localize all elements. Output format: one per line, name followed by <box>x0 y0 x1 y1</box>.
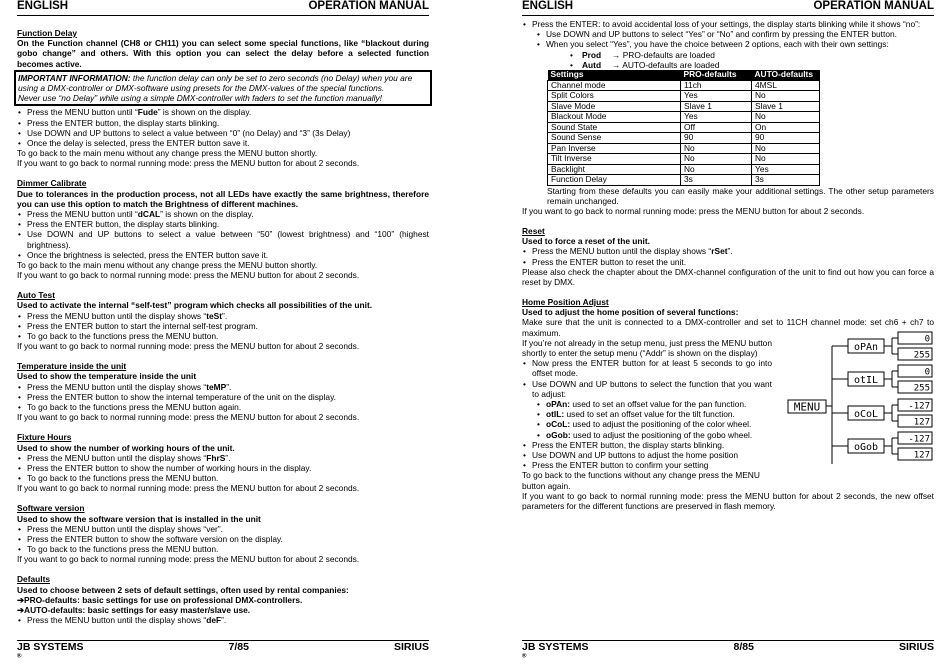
table-cell: No <box>681 164 752 175</box>
footer-page-number: 7/85 <box>228 641 249 653</box>
arrow-icon <box>17 605 24 615</box>
display-code: Fude <box>137 107 158 118</box>
list-item: • Use DOWN and UP buttons to select “Yes” or “No” and confirm by pressing the ENTER button. <box>522 29 934 39</box>
table-cell: Split Colors <box>548 91 681 102</box>
table-cell: 4MSL <box>752 80 820 91</box>
note-line: If you want to go back to normal running mode: press the MENU button for about 2 seconds. <box>17 412 360 423</box>
table-row <box>548 164 820 175</box>
step-list <box>17 382 429 413</box>
footer-page-number: 8/85 <box>733 641 754 653</box>
display-code: dCAL <box>137 209 161 220</box>
display-code: oCoL: <box>546 419 571 430</box>
section-intro: Used to choose between 2 sets of default settings, often used by rental companies: <box>17 584 349 595</box>
display-code: teMP <box>206 381 227 392</box>
note-line: If you want to go back to normal running mode: press the MENU button for about 2 seconds, the new offset parameters for the different functions are preserved in flash memory. <box>522 490 934 511</box>
sub-list <box>522 29 934 49</box>
table-row <box>548 112 820 123</box>
display-code: deF <box>206 615 222 626</box>
function-display-label: oGob <box>853 442 879 453</box>
note-line: If you want to go back to normal running mode: press the MENU button for about 2 seconds. <box>17 158 360 169</box>
arrow-icon <box>17 595 24 605</box>
note-line: If you want to go back to normal running mode: press the MENU button for about 2 seconds. <box>17 483 360 494</box>
footer-product: SIRIUS <box>393 641 429 653</box>
table-cell: Yes <box>681 112 752 123</box>
auto-defaults-line: ➔ AUTO-defaults: basic settings for easy master/slave use. <box>17 605 429 615</box>
value-display-bottom: 255 <box>913 383 930 394</box>
table-cell: Slave 1 <box>752 101 820 112</box>
section-title: Fixture Hours <box>17 432 72 443</box>
table-header: Settings <box>548 70 681 80</box>
preset-prod: • Prod → PRO-defaults are loaded <box>522 50 934 60</box>
section-dimmer-calibrate <box>17 178 429 280</box>
table-cell: No <box>752 143 820 154</box>
section-title: Function Delay <box>17 28 78 38</box>
list-item: • Use DOWN and UP buttons to select a value between “50” (lowest brightness) and “100” (highest brightness). <box>17 229 429 249</box>
table-row <box>548 122 820 133</box>
header-title: OPERATION MANUAL <box>813 0 934 12</box>
table-cell: Yes <box>752 164 820 175</box>
note-line: Please also check the chapter about the DMX-channel configuration of the unit to find out how you can force a reset by DMX. <box>522 266 934 287</box>
section-title: Software version <box>17 503 85 514</box>
step-list <box>17 209 429 260</box>
page-header <box>522 0 934 14</box>
table-cell: 3s <box>681 175 752 186</box>
section-title: Reset <box>522 225 545 236</box>
step-list <box>522 246 934 266</box>
list-item: • Press the MENU button until the display shows “teSt”. <box>17 311 429 321</box>
table-row <box>548 143 820 154</box>
function-display-label: oPAn <box>853 342 879 353</box>
page-left <box>17 0 429 660</box>
info-warning: Never use “no Delay” while using a simple DMX-controller with faders to set the function manually! <box>18 93 383 104</box>
note-line: Starting from these defaults you can easily make your additional settings. The other setup parameters remain unchanged. <box>547 185 934 206</box>
offset-list <box>522 399 772 440</box>
step-list <box>17 524 429 555</box>
header-divider <box>17 15 429 16</box>
section-title: Auto Test <box>17 290 55 301</box>
value-display-bottom: 127 <box>913 450 930 461</box>
list-item: • To go back to the functions press the MENU button again. <box>17 402 429 412</box>
list-item: • Use DOWN and UP buttons to select the function that you want to adjust: <box>522 379 772 399</box>
table-header: PRO-defaults <box>681 70 752 80</box>
display-code: oGob: <box>546 429 571 440</box>
note-line: If you want to go back to normal running mode: press the MENU button for about 2 seconds. <box>17 270 360 281</box>
list-item: • Press the ENTER button, the display starts blinking. <box>522 440 772 450</box>
section-function-delay <box>17 28 429 169</box>
function-display-label: otIL <box>853 375 879 386</box>
step-list <box>522 440 772 471</box>
value-display-bottom: 255 <box>913 350 930 361</box>
page-content <box>17 28 429 625</box>
step-list <box>17 107 429 148</box>
list-item: • Press the MENU button until “dCAL” is shown on the display. <box>17 209 429 219</box>
table-row <box>548 91 820 102</box>
function-display-label: oCoL <box>853 409 879 420</box>
table-cell: Tilt Inverse <box>548 154 681 165</box>
display-code: teSt <box>206 310 223 321</box>
page-header <box>17 0 429 14</box>
table-cell: No <box>681 143 752 154</box>
value-display-bottom: 127 <box>913 417 930 428</box>
header-title: OPERATION MANUAL <box>308 0 429 12</box>
table-row <box>548 154 820 165</box>
list-item: • Press the MENU button until the display shows “ver”. <box>17 524 429 534</box>
footer-product: SIRIUS <box>898 641 934 653</box>
list-item: • Press the MENU button until the display shows “teMP”. <box>17 382 429 392</box>
list-item: • Press the ENTER button to show the software version on the display. <box>17 534 429 544</box>
step-list <box>522 19 934 29</box>
home-steps <box>522 338 772 491</box>
section-fixture-hours <box>17 432 429 493</box>
menu-diagram <box>786 326 936 476</box>
list-item: • Press the ENTER button, the display starts blinking. <box>17 219 429 229</box>
step-list <box>17 615 429 625</box>
section-intro: Due to tolerances in the production process, not all LEDs have exactly the same brightness, therefore you can use this option to match the Brightness of different machines. <box>17 188 429 209</box>
table-cell: 90 <box>681 133 752 144</box>
table-row <box>548 101 820 112</box>
preset-autd: • Autd → AUTO-defaults are loaded <box>522 60 934 70</box>
step-list <box>17 311 429 342</box>
table-cell: No <box>752 154 820 165</box>
table-cell: Yes <box>681 91 752 102</box>
defaults-table <box>547 70 820 186</box>
table-cell: Backlight <box>548 164 681 175</box>
page-footer <box>522 641 934 660</box>
section-intro: Used to force a reset of the unit. <box>522 236 650 247</box>
list-item: • To go back to the functions press the MENU button. <box>17 331 429 341</box>
table-cell: Channel mode <box>548 80 681 91</box>
table-cell: 11ch <box>681 80 752 91</box>
display-code: oPAn: <box>546 398 571 409</box>
display-code: otIL: <box>546 409 565 420</box>
table-row <box>548 175 820 186</box>
section-title: Temperature inside the unit <box>17 361 127 372</box>
section-auto-test <box>17 290 429 351</box>
list-item: • To go back to the functions press the MENU button. <box>17 544 429 554</box>
footer-brand: JB SYSTEMS ® <box>17 641 84 660</box>
step-list <box>522 358 772 399</box>
note-line: If you want to go back to normal running mode: press the MENU button for about 2 seconds. <box>522 205 865 216</box>
table-cell: No <box>681 154 752 165</box>
section-software-version <box>17 503 429 564</box>
table-cell: Slave 1 <box>681 101 752 112</box>
section-intro: Used to show the software version that is installed in the unit <box>17 513 261 524</box>
list-item: • Press the MENU button until the display shows “rSet”. <box>522 246 934 256</box>
footer-brand: JB SYSTEMS ® <box>522 641 589 660</box>
page-right <box>522 0 934 660</box>
table-cell: Slave Mode <box>548 101 681 112</box>
list-item: • oGob: used to adjust the positioning of the gobo wheel. <box>522 430 772 440</box>
table-header-row <box>548 70 820 80</box>
info-text <box>18 73 412 93</box>
value-display-top: 0 <box>924 367 930 378</box>
list-item: • otIL: used to set an offset value for the tilt function. <box>522 409 772 419</box>
list-item: • Use DOWN and UP buttons to select a value between “0” (no Delay) and “3” (3s Delay) <box>17 128 429 138</box>
section-defaults <box>17 574 429 625</box>
list-item: • Once the delay is selected, press the ENTER button save it. <box>17 138 429 148</box>
info-label: IMPORTANT INFORMATION: <box>18 72 131 83</box>
list-item: • Press the ENTER: to avoid accidental loss of your settings, the display starts blinking while it shows “no”: <box>522 19 934 29</box>
list-item: • Press the MENU button until the display shows “FhrS”. <box>17 453 429 463</box>
section-intro: Used to activate the internal “self-test” program which checks all possibilities of the unit. <box>17 300 373 311</box>
note-line: If you want to go back to normal running mode: press the MENU button for about 2 seconds. <box>17 341 360 352</box>
list-item: • Press the ENTER button to show the number of working hours in the display. <box>17 463 429 473</box>
table-cell: 90 <box>752 133 820 144</box>
header-language: ENGLISH <box>17 0 69 12</box>
section-temperature <box>17 361 429 422</box>
list-item: • Press the ENTER button to start the internal self-test program. <box>17 321 429 331</box>
menu-label: MENU <box>793 400 821 414</box>
list-item: • Press the MENU button until “Fude” is shown on the display. <box>17 107 429 117</box>
list-item: • oPAn: used to set an offset value for the pan function. <box>522 399 772 409</box>
note-line: To go back to the main menu without any change press the MENU button shortly. <box>17 260 318 271</box>
section-intro: On the Function channel (CH8 or CH11) you can select some special functions, like “blackout during gobo change” and others. With this option you can select the delay before a selected function becomes active. <box>17 38 429 69</box>
list-item: • Press the MENU button until the display shows “deF”. <box>17 615 429 625</box>
table-cell: Function Delay <box>548 175 681 186</box>
page-footer <box>17 641 429 660</box>
section-intro: Used to show the number of working hours of the unit. <box>17 442 235 453</box>
note-line: To go back to the functions without any change press the MENU button again. <box>522 470 760 491</box>
header-divider <box>522 15 934 16</box>
section-title: Dimmer Calibrate <box>17 178 87 189</box>
header-language: ENGLISH <box>522 0 574 12</box>
display-code: FhrS <box>206 452 226 463</box>
value-display-top: 0 <box>924 334 930 345</box>
section-reset <box>522 226 934 287</box>
table-cell: No <box>752 91 820 102</box>
table-cell: On <box>752 122 820 133</box>
section-intro: Used to show the temperature inside the unit <box>17 371 197 382</box>
list-item: • Once the brightness is selected, press the ENTER button save it. <box>17 250 429 260</box>
value-display-top: -127 <box>908 401 930 412</box>
table-row <box>548 80 820 91</box>
section-title: Defaults <box>17 574 51 585</box>
note-line: Make sure that the unit is connected to a DMX-controller and set to 11CH channel mode: set ch6 + ch7 to maximum. <box>522 317 934 338</box>
table-header: AUTO-defaults <box>752 70 820 80</box>
section-defaults-continued <box>522 19 934 216</box>
table-cell: Off <box>681 122 752 133</box>
list-item: • Press the ENTER button, the display starts blinking. <box>17 118 429 128</box>
note-line: If you want to go back to normal running mode: press the MENU button for about 2 seconds. <box>17 554 360 565</box>
value-display-top: -127 <box>908 434 930 445</box>
section-title: Home Position Adjust <box>522 296 609 307</box>
table-cell: Pan Inverse <box>548 143 681 154</box>
display-code: rSet <box>711 246 728 257</box>
section-intro: Used to adjust the home position of several functions: <box>522 307 739 318</box>
list-item: • Use DOWN and UP buttons to adjust the home position <box>522 450 772 460</box>
note-line: If you’re not already in the setup menu, just press the MENU button shortly to enter the setup menu (“Addr” is shown on the display) <box>522 337 772 358</box>
list-item: • When you select “Yes”, you have the choice between 2 options, each with their own settings: <box>522 39 934 49</box>
table-cell: Sound Sense <box>548 133 681 144</box>
info-body: the function delay can only be set to zero seconds (no Delay) when you are using a DMX-controller or DMX-software using presets for the DMX-values of the special functions. <box>18 72 413 94</box>
table-cell: Sound State <box>548 122 681 133</box>
list-item: • Press the ENTER button to confirm your setting <box>522 460 772 470</box>
list-item: • Press the ENTER button to show the internal temperature of the unit on the display. <box>17 392 429 402</box>
step-list <box>17 453 429 484</box>
list-item: • Press the ENTER button to reset the unit. <box>522 257 934 267</box>
list-item: • Now press the ENTER button for at least 5 seconds to go into offset mode. <box>522 358 772 378</box>
table-cell: 3s <box>752 175 820 186</box>
list-item: • oCoL: used to adjust the positioning of the color wheel. <box>522 419 772 429</box>
table-cell: Blackout Mode <box>548 112 681 123</box>
table-row <box>548 133 820 144</box>
pro-defaults-line: ➔ PRO-defaults: basic settings for use on professional DMX-controllers. <box>17 595 429 605</box>
note-line: To go back to the main menu without any change press the MENU button shortly. <box>17 148 318 159</box>
table-cell: No <box>752 112 820 123</box>
important-info-box <box>14 70 432 107</box>
list-item: • To go back to the functions press the MENU button. <box>17 473 429 483</box>
